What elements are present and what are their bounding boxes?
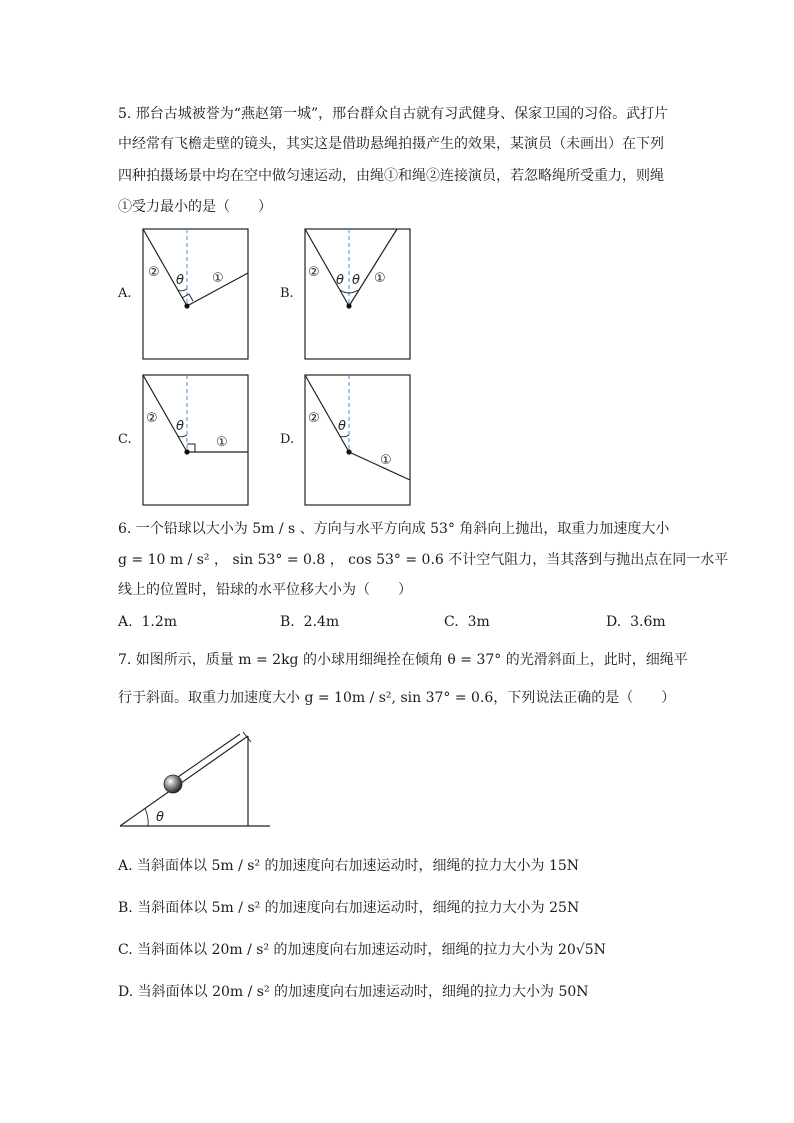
figure-c xyxy=(140,372,252,508)
q6-option-b xyxy=(280,612,339,632)
q6-option-d-label: D. xyxy=(606,614,622,630)
figure-c-angle-label: θ xyxy=(176,419,184,434)
figure-b xyxy=(302,226,414,362)
figure-a-rope1-label: ① xyxy=(212,271,224,286)
figure-a-angle-label: θ xyxy=(176,273,184,288)
figure-a xyxy=(140,226,252,362)
q6-line-3: 线上的位置时，铅球的水平位移大小为（ ） xyxy=(118,582,412,598)
q6-option-a-label: A. xyxy=(118,614,133,630)
q7-option-c: C. 当斜面体以 20m / s² 的加速度向右加速运动时，细绳的拉力大小为 20√5N xyxy=(118,942,606,958)
figure-b-angle-label: θ xyxy=(336,273,344,288)
figure-b-label: B. xyxy=(280,286,294,301)
q7-option-a: A. 当斜面体以 5m / s² 的加速度向右加速运动时，细绳的拉力大小为 15N xyxy=(118,858,580,874)
figure-c-label: C. xyxy=(118,432,132,447)
q7-option-d: D. 当斜面体以 20m / s² 的加速度向右加速运动时，细绳的拉力大小为 50N xyxy=(118,984,589,1000)
figure-b-rope1-label: ① xyxy=(374,271,386,286)
q6-line-1: 6. 一个铅球以大小为 5m / s 、方向与水平方向成 53° 角斜向上抛出，取重力加速度大小 xyxy=(118,521,670,537)
q6-option-c xyxy=(444,612,490,632)
q6-option-b-label: B. xyxy=(280,614,295,630)
q6-option-c-value: 3m xyxy=(467,614,490,630)
figure-c-rope2-label: ② xyxy=(146,411,158,426)
figure-a-rope2-label: ② xyxy=(148,265,160,280)
q5-line-1: 5. 邢台古城被誉为“燕赵第一城”，邢台群众自古就有习武健身、保家卫国的习俗。武打片 xyxy=(118,106,669,122)
incline-angle-label: θ xyxy=(156,810,164,825)
q6-option-a xyxy=(118,612,177,632)
q6-option-a-value: 1.2m xyxy=(141,614,178,630)
q6-option-d xyxy=(606,612,666,632)
figure-d-label: D. xyxy=(280,432,295,447)
figure-b-rope2-label: ② xyxy=(308,265,320,280)
q7-line-1: 7. 如图所示，质量 m = 2kg 的小球用细绳拴在倾角 θ = 37° 的光滑斜面上，此时，细绳平 xyxy=(118,652,688,668)
figure-d-rope2-label: ② xyxy=(308,411,320,426)
q5-line-3: 四种拍摄场景中均在空中做匀速运动，由绳①和绳②连接演员，若忽略绳所受重力，则绳 xyxy=(118,168,664,184)
q6-option-c-label: C. xyxy=(444,614,459,630)
q6-line-2: g = 10 m / s² ， sin 53° = 0.8 ， cos 53° = 0.6 不计空气阻力，当其落到与抛出点在同一水平 xyxy=(118,552,729,568)
q6-option-d-value: 3.6m xyxy=(630,614,666,630)
figure-c-rope1-label: ① xyxy=(216,435,228,450)
figure-a-label: A. xyxy=(118,286,132,301)
q7-line-2: 行于斜面。取重力加速度大小 g = 10m / s², sin 37° = 0.6，下列说法正确的是（ ） xyxy=(118,690,676,706)
figure-b-angle2-label: θ xyxy=(352,273,360,288)
q7-option-b: B. 当斜面体以 5m / s² 的加速度向右加速运动时，细绳的拉力大小为 25N xyxy=(118,900,580,916)
figure-d-angle-label: θ xyxy=(338,419,346,434)
q5-line-2: 中经常有飞檐走壁的镜头，其实这是借助悬绳拍摄产生的效果，某演员（未画出）在下列 xyxy=(118,136,664,152)
figure-d-rope1-label: ① xyxy=(380,453,392,468)
q5-line-4: ①受力最小的是（ ） xyxy=(118,199,272,215)
figure-d xyxy=(302,372,414,508)
q6-option-b-value: 2.4m xyxy=(303,614,340,630)
incline-figure xyxy=(118,728,273,832)
